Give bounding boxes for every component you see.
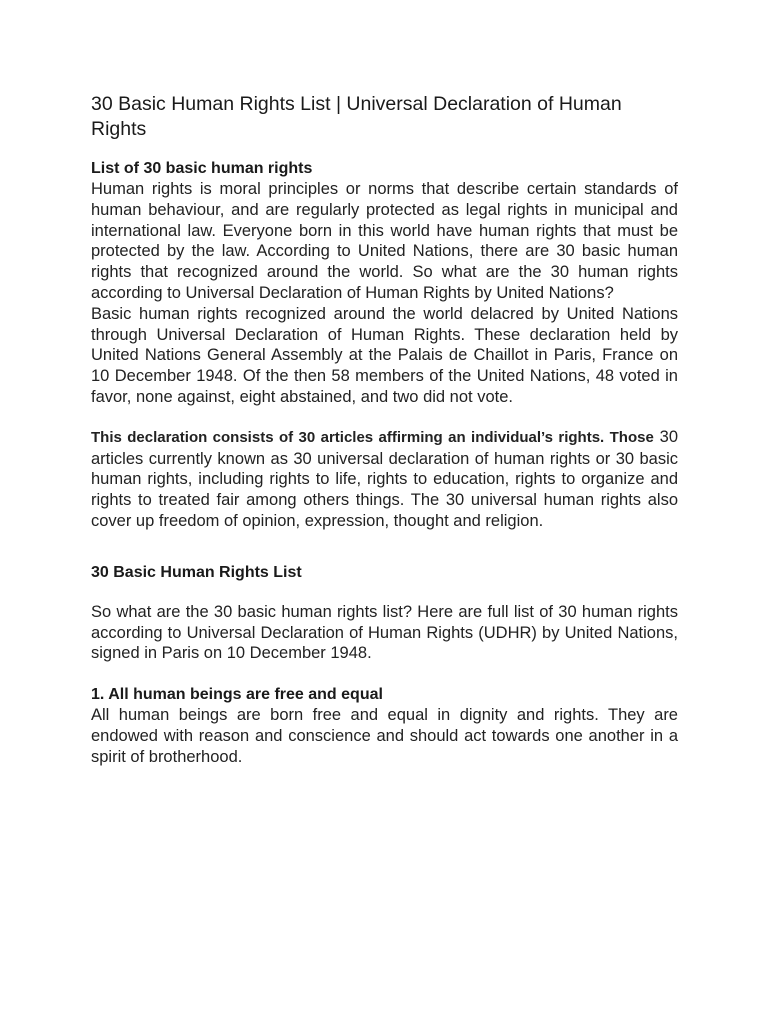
declaration-bold-lead: This declaration consists of 30 articles affirming an individual’s rights. Those [91,428,654,446]
declaration-paragraph [91,427,678,532]
declaration-text: 30 articles currently known as 30 universal declaration of human rights or 30 basic human rights, including rights to life, rights to education, rights to organize and rights to treated fair among others things. The 30 universal human rights also cover up freedom of opinion, expression, thought and religion. [91,427,678,530]
article-1-text: All human beings are born free and equal in dignity and rights. They are endowed with reason and conscience and should act towards one another in a spirit of brotherhood. [91,706,678,766]
article-1-heading: 1. All human beings are free and equal [91,686,383,704]
section-heading-list-of-rights: List of 30 basic human rights [91,160,313,177]
page-title: 30 Basic Human Rights List | Universal Declaration of Human Rights [91,93,622,140]
section-heading-basic-rights-list: 30 Basic Human Rights List [91,563,302,581]
history-paragraph: Basic human rights recognized around the world delacred by United Nations through Universal Declaration of Human Rights. These declaration held by United Nations General Assembly at the Palais de Chaillot in Paris, France on 10 December 1948. Of the then 58 members of the United Nations, 48 voted in favor, none against, eight abstained, and two did not vote. [91,304,678,406]
intro-paragraph: Human rights is moral principles or norms that describe certain standards of human behaviour, and are regularly protected as legal rights in municipal and international law. Everyone born in this world have human rights that must be protected by the law. According to United Nations, there are 30 basic human rights that recognized around the world. So what are the 30 human rights according to Universal Declaration of Human Rights by United Nations? [91,180,678,302]
list-intro-paragraph: So what are the 30 basic human rights list? Here are full list of 30 human rights according to Universal Declaration of Human Rights (UDHR) by United Nations, signed in Paris on 10 December 1948. [91,602,678,663]
